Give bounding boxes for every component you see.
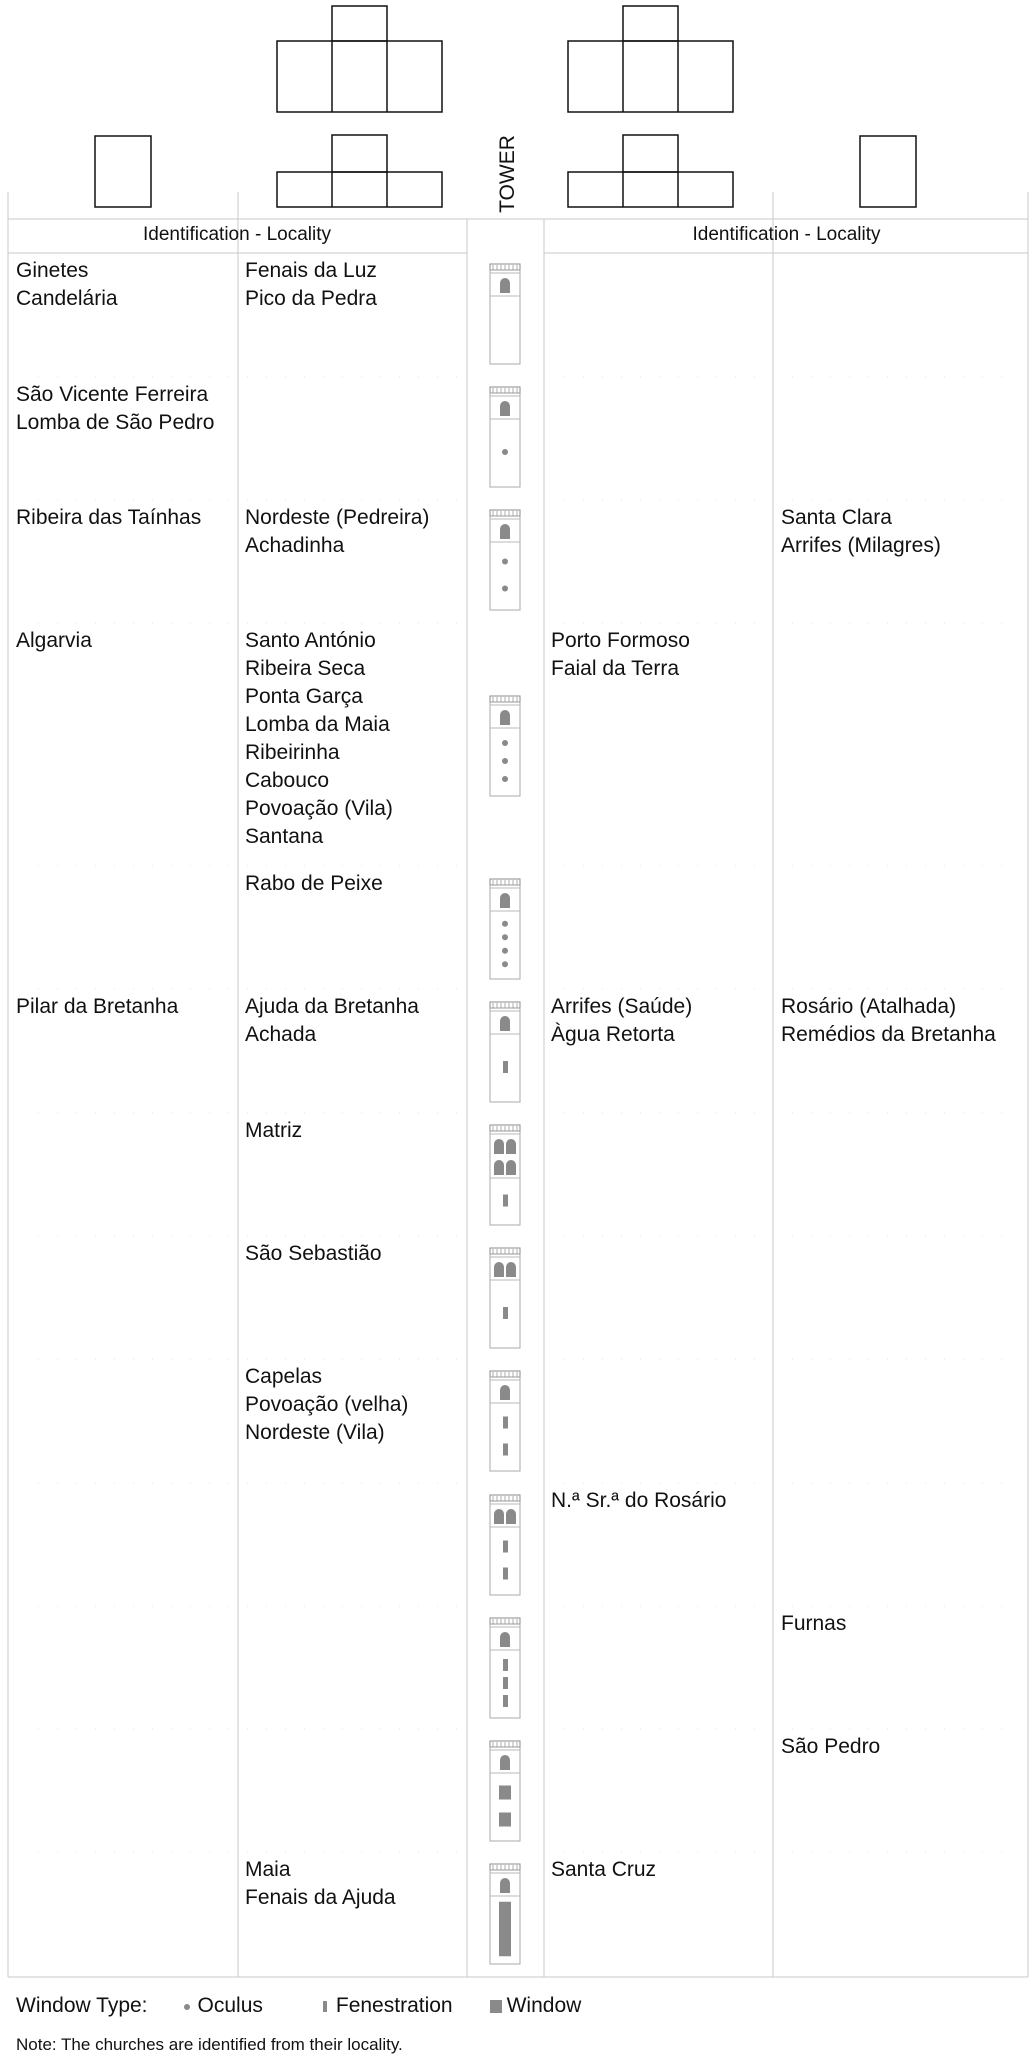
bell-opening-icon [494, 1160, 504, 1175]
tower-icon-row-11 [490, 1741, 520, 1841]
bell-opening-icon [500, 893, 510, 908]
oculus-icon [502, 921, 508, 927]
window-icon [499, 1786, 511, 1800]
locality-name: Santana [245, 825, 324, 848]
bell-opening-icon [500, 1385, 510, 1400]
locality-group-col4 [781, 504, 941, 560]
locality-group-col4 [781, 993, 996, 1049]
locality-group-col2 [245, 870, 383, 898]
header-right: Identification - Locality [692, 224, 881, 245]
oculus-icon [502, 948, 508, 954]
tower-icon-row-1 [490, 387, 520, 487]
oculus-icon [502, 934, 508, 940]
locality-name: Lomba da Maia [245, 713, 390, 736]
bell-opening-icon [500, 1016, 510, 1031]
window-icon [499, 1942, 511, 1956]
tower-icon-row-5 [490, 1002, 520, 1102]
bell-opening-icon [500, 710, 510, 725]
locality-name: Matriz [245, 1119, 303, 1142]
locality-name: Fenais da Luz [245, 259, 377, 282]
bell-opening-icon [500, 524, 510, 539]
legend-item-window [489, 1994, 582, 2018]
fenestration-icon [321, 1999, 329, 2013]
fenestration-icon [503, 1307, 508, 1319]
locality-group-col3 [551, 1487, 726, 1515]
locality-name: Santa Cruz [551, 1858, 657, 1881]
locality-name: Santa Clara [781, 506, 892, 529]
legend-item-fenestration [321, 1994, 453, 2018]
locality-name: Furnas [781, 1612, 847, 1635]
plan-large-right-top [623, 6, 678, 41]
locality-group-col2 [245, 1117, 302, 1145]
fenestration-icon [503, 1541, 508, 1553]
tower-icon-row-2 [490, 510, 520, 610]
fenestration-icon [503, 1695, 508, 1707]
tower-icon-row-7 [490, 1248, 520, 1348]
tower-icon-row-10 [490, 1618, 520, 1718]
locality-name: Achadinha [245, 534, 345, 557]
locality-group-col2 [245, 257, 377, 313]
locality-name: Cabouco [245, 769, 330, 792]
oculus-icon [502, 586, 508, 592]
bell-opening-icon [506, 1262, 516, 1277]
window-icon [499, 1813, 511, 1827]
plan-small-right-top [623, 135, 678, 172]
locality-group-col1 [16, 381, 214, 437]
fenestration-icon [503, 1568, 508, 1580]
oculus-icon [502, 449, 508, 455]
tower-icon-row-4 [490, 879, 520, 979]
bell-opening-icon [500, 1755, 510, 1770]
bell-opening-icon [494, 1509, 504, 1524]
legend-label-fenestration: Fenestration [335, 1994, 453, 2017]
bell-opening-icon [494, 1139, 504, 1154]
plan-single-right [860, 136, 916, 207]
fenestration-icon [503, 1417, 508, 1429]
tower-icon-row-8 [490, 1371, 520, 1471]
plan-single-left [95, 136, 151, 207]
locality-name: Pico da Pedra [245, 287, 377, 310]
fenestration-icon [503, 1677, 508, 1689]
locality-name: Rabo de Peixe [245, 872, 383, 895]
plan-small-left-top [332, 135, 387, 172]
locality-name: Capelas [245, 1365, 323, 1388]
tower-icon-row-3 [490, 696, 520, 796]
plan-large-left-top [332, 6, 387, 41]
legend-title: Window Type: [16, 1994, 148, 2017]
locality-name: São Sebastião [245, 1242, 382, 1265]
bell-opening-icon [506, 1509, 516, 1524]
locality-name: Faial da Terra [551, 657, 680, 680]
tower-icon-row-0 [490, 264, 520, 364]
fenestration-icon [503, 1061, 508, 1073]
locality-name: Remédios da Bretanha [781, 1023, 996, 1046]
locality-name: São Vicente Ferreira [16, 383, 209, 406]
locality-name: Ribeira das Taínhas [16, 506, 202, 529]
bell-opening-icon [500, 278, 510, 293]
locality-group-col1 [16, 257, 118, 313]
window-icon [489, 1998, 503, 2014]
oculus-icon [502, 740, 508, 746]
locality-group-col1 [16, 627, 92, 655]
locality-name: Ribeirinha [245, 741, 340, 764]
locality-group-col4 [781, 1610, 846, 1638]
tower-label: TOWER [496, 135, 519, 213]
locality-name: Povoação (Vila) [245, 797, 393, 820]
locality-name: Ponta Garça [245, 685, 363, 708]
locality-name: Algarvia [16, 629, 92, 652]
tower-icon-row-9 [490, 1495, 520, 1595]
tower-icon-row-6 [490, 1125, 520, 1225]
locality-group-col1 [16, 993, 178, 1021]
bell-opening-icon [500, 401, 510, 416]
legend-item-oculus [182, 1994, 263, 2018]
bell-opening-icon [506, 1160, 516, 1175]
locality-name: Fenais da Ajuda [245, 1886, 396, 1909]
locality-name: Àgua Retorta [551, 1023, 675, 1046]
window-icon [499, 1902, 511, 1916]
locality-name: Ginetes [16, 259, 89, 282]
locality-group-col4 [781, 1733, 880, 1761]
window-icon [499, 1929, 511, 1943]
oculus-icon [502, 961, 508, 967]
locality-name: Povoação (velha) [245, 1393, 409, 1416]
tower-icon-row-12 [490, 1864, 520, 1964]
bell-opening-icon [500, 1632, 510, 1647]
locality-group-col2 [245, 504, 429, 560]
locality-name: Porto Formoso [551, 629, 690, 652]
locality-name: Arrifes (Saúde) [551, 995, 693, 1018]
locality-group-col2 [245, 1363, 408, 1447]
locality-group-col2 [245, 1240, 382, 1268]
locality-group-col3 [551, 993, 692, 1049]
locality-name: Candelária [16, 287, 118, 310]
locality-name: Nordeste (Pedreira) [245, 506, 430, 529]
plan-small-right-base [568, 172, 733, 207]
window-icon [499, 1915, 511, 1929]
locality-group-col1 [16, 504, 201, 532]
legend [16, 1994, 581, 2018]
oculus-icon [502, 758, 508, 764]
locality-name: Arrifes (Milagres) [781, 534, 941, 557]
tower-outline [490, 1248, 520, 1348]
oculus-icon [502, 776, 508, 782]
locality-name: Santo António [245, 629, 376, 652]
fenestration-icon [503, 1195, 508, 1207]
bell-opening-icon [500, 1878, 510, 1893]
locality-name: São Pedro [781, 1735, 881, 1758]
fenestration-icon [503, 1659, 508, 1671]
locality-name: Nordeste (Vila) [245, 1421, 385, 1444]
bell-opening-icon [506, 1139, 516, 1154]
locality-group-col2 [245, 993, 419, 1049]
locality-name: Maia [245, 1858, 291, 1881]
fenestration-icon [503, 1444, 508, 1456]
locality-name: Achada [245, 1023, 317, 1046]
footnote: Note: The churches are identified from their locality. [16, 2035, 403, 2054]
locality-group-col2 [245, 627, 393, 851]
oculus-icon [182, 2001, 192, 2011]
bell-opening-icon [494, 1262, 504, 1277]
locality-name: Ribeira Seca [245, 657, 366, 680]
plan-large-left-base [277, 41, 442, 112]
header-left: Identification - Locality [143, 224, 331, 245]
oculus-icon [502, 559, 508, 565]
locality-name: Rosário (Atalhada) [781, 995, 957, 1018]
locality-name: Lomba de São Pedro [16, 411, 215, 434]
plan-large-right-base [568, 41, 733, 112]
locality-group-col3 [551, 1856, 656, 1884]
locality-name: Pilar da Bretanha [16, 995, 179, 1018]
locality-group-col3 [551, 627, 690, 683]
locality-name: Ajuda da Bretanha [245, 995, 419, 1018]
locality-name: N.ª Sr.ª do Rosário [551, 1489, 727, 1512]
locality-group-col2 [245, 1856, 396, 1912]
legend-label-window: Window [506, 1994, 582, 2017]
plan-small-left-base [277, 172, 442, 207]
legend-label-oculus: Oculus [197, 1994, 263, 2017]
